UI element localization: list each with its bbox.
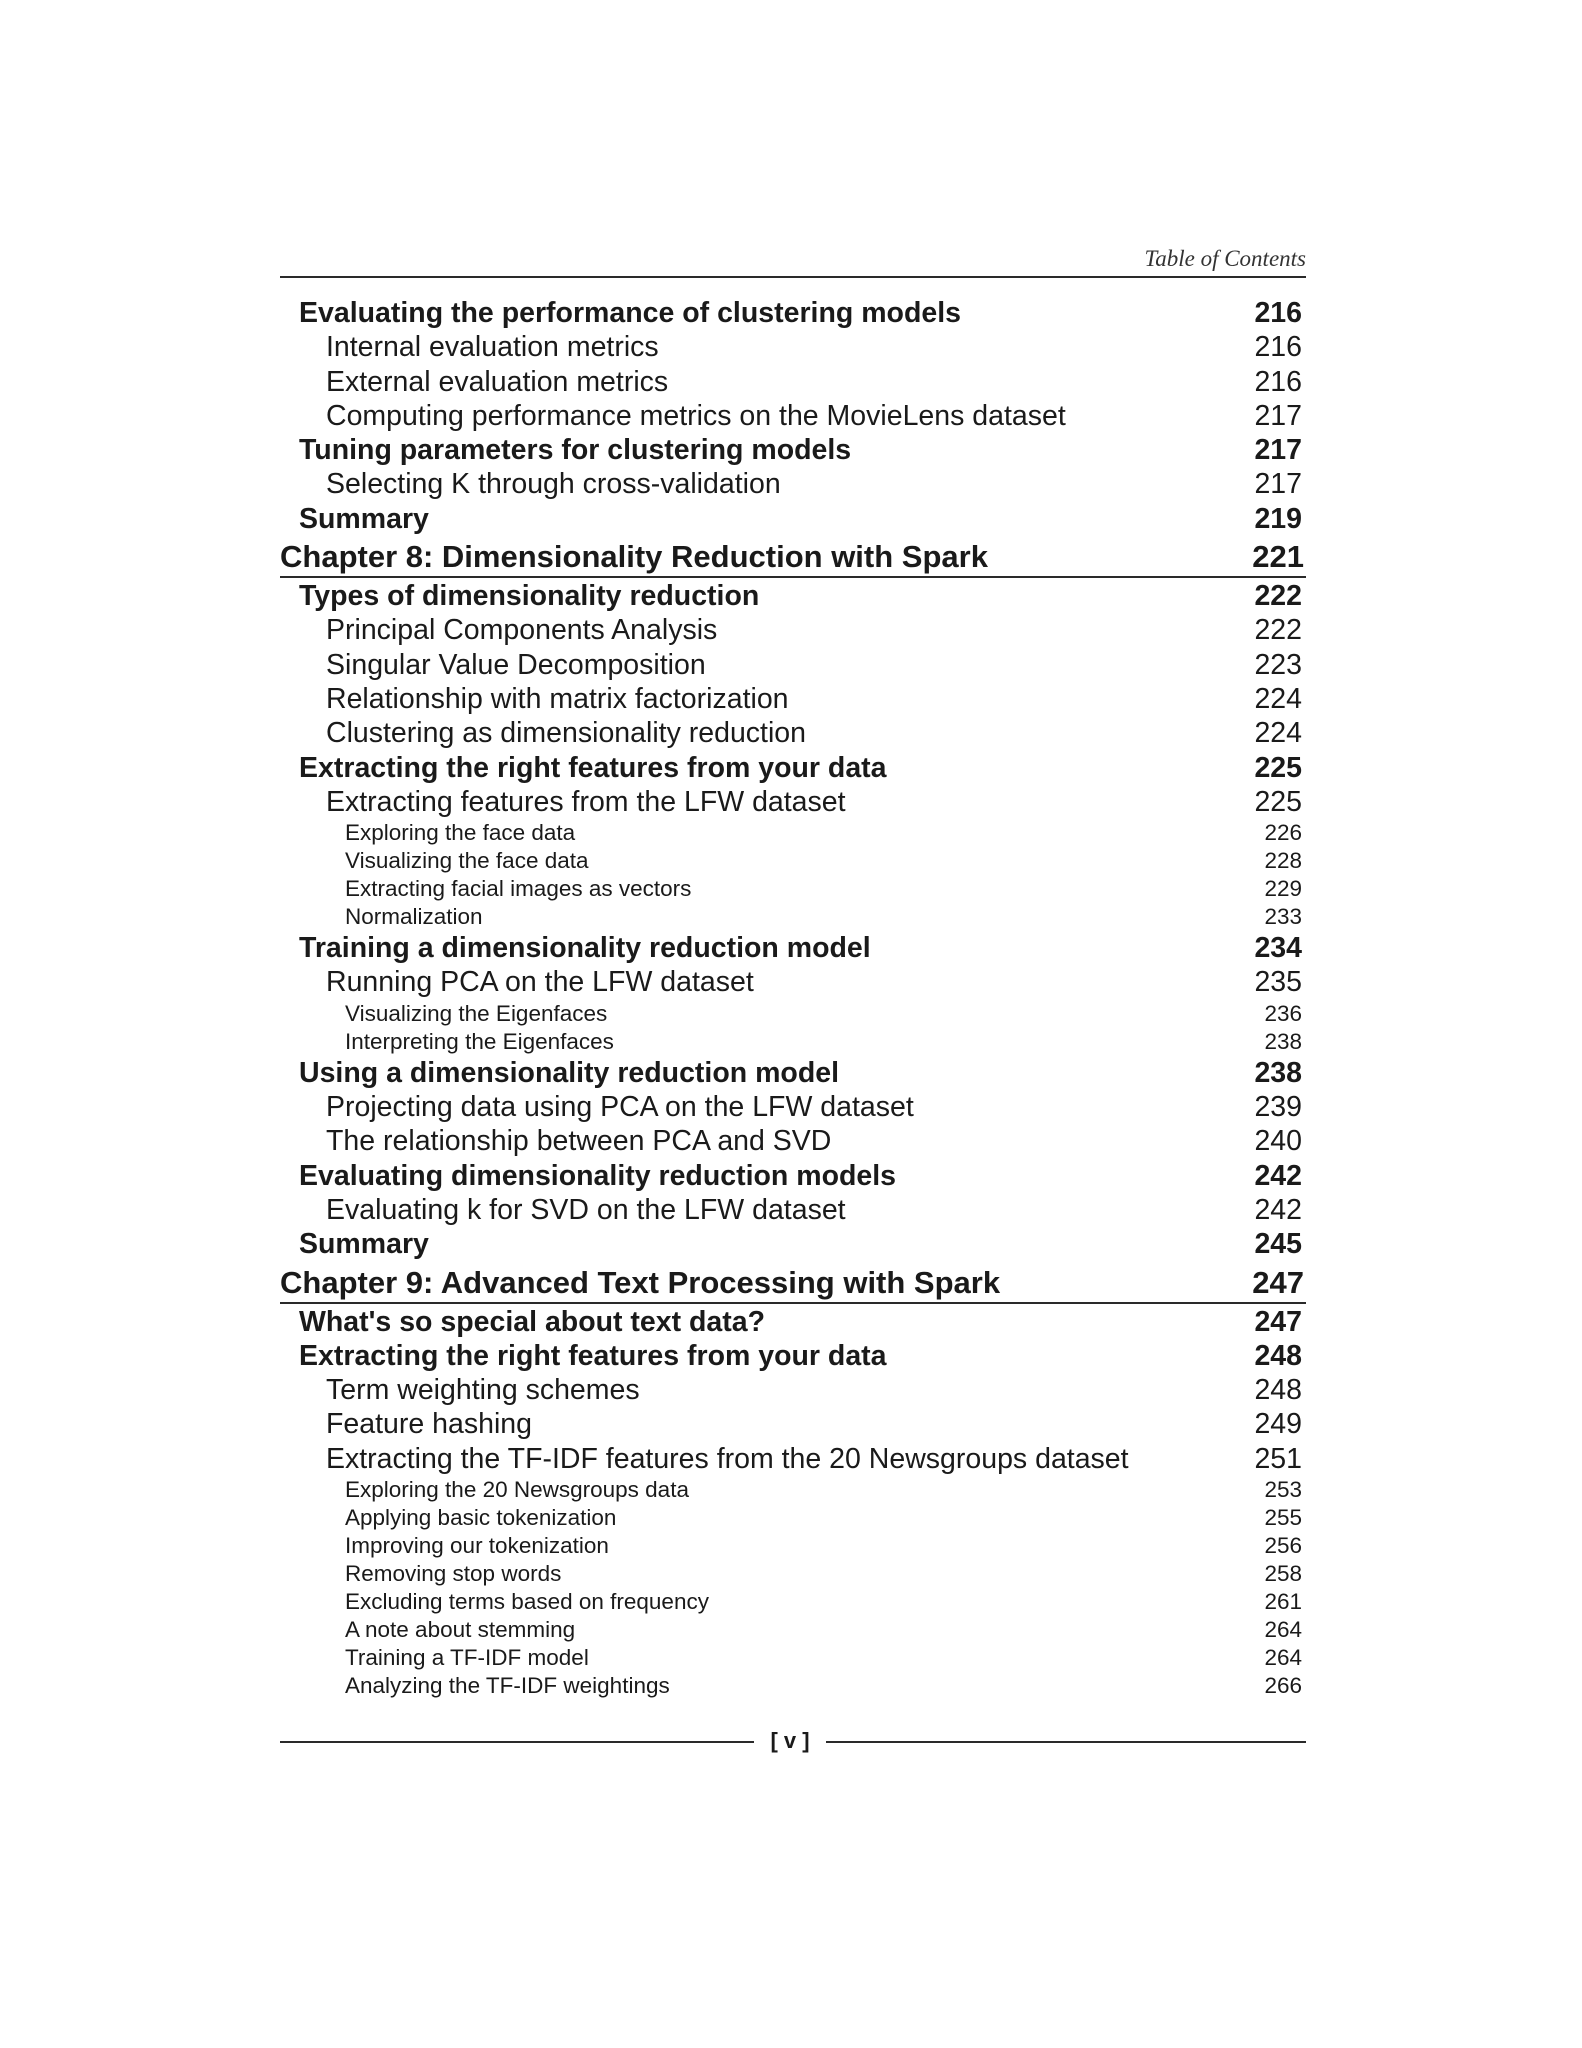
toc-entry-page-number: 216: [1254, 365, 1302, 398]
toc-subsection-entry[interactable]: [280, 467, 1306, 501]
toc-subsection-entry[interactable]: [280, 1407, 1306, 1441]
toc-entry-page-number: 216: [1254, 331, 1302, 364]
toc-entry-title: Evaluating the performance of clustering models: [299, 297, 961, 329]
toc-entry-title: Extracting the TF-IDF features from the 20 Newsgroups dataset: [326, 1442, 1129, 1475]
toc-entry-page-number: 253: [1264, 1477, 1302, 1503]
toc-section-entry[interactable]: [280, 1305, 1306, 1339]
toc-subsubsection-entry[interactable]: [280, 1000, 1306, 1028]
toc-entry-page-number: 217: [1254, 434, 1302, 467]
toc-subsection-entry[interactable]: [280, 1373, 1306, 1407]
toc-entry-page-number: 217: [1254, 399, 1302, 432]
toc-entry-page-number: 226: [1264, 820, 1302, 846]
footer-rule-right: [826, 1741, 1306, 1743]
toc-entry-title: Internal evaluation metrics: [326, 331, 659, 364]
toc-entry-page-number: 223: [1254, 648, 1302, 681]
toc-entry-page-number: 255: [1264, 1505, 1302, 1531]
toc-entry-title: Extracting facial images as vectors: [345, 876, 692, 902]
toc-subsection-entry[interactable]: [280, 648, 1306, 682]
toc-entry-title: Feature hashing: [326, 1408, 532, 1441]
toc-subsection-entry[interactable]: [280, 1124, 1306, 1158]
toc-entry-title: Analyzing the TF-IDF weightings: [345, 1673, 670, 1699]
toc-entry-page-number: 248: [1254, 1374, 1302, 1407]
toc-subsection-entry[interactable]: [280, 330, 1306, 364]
toc-section-entry[interactable]: [280, 579, 1306, 613]
toc-subsection-entry[interactable]: [280, 1090, 1306, 1124]
toc-entry-title: Training a dimensionality reduction model: [299, 932, 871, 965]
toc-entry-page-number: 247: [1252, 1264, 1304, 1300]
toc-entry-page-number: 261: [1264, 1589, 1302, 1615]
toc-entry-title: Visualizing the face data: [345, 848, 589, 874]
toc-entry-title: Removing stop words: [345, 1561, 562, 1587]
toc-entry-title: Visualizing the Eigenfaces: [345, 1000, 608, 1026]
toc-entry-title: Extracting the right features from your data: [299, 751, 887, 784]
toc-entry-title: Summary: [299, 502, 429, 535]
toc-entry-page-number: 238: [1264, 1028, 1302, 1054]
toc-section-entry[interactable]: [280, 433, 1306, 467]
toc-section-entry[interactable]: [280, 1056, 1306, 1090]
toc-entry-title: External evaluation metrics: [326, 365, 669, 398]
running-header-title: Table of Contents: [1144, 246, 1306, 271]
toc-entry-page-number: 245: [1254, 1228, 1302, 1261]
toc-subsection-entry[interactable]: [280, 613, 1306, 647]
toc-entry-page-number: 266: [1264, 1673, 1302, 1699]
toc-entry-page-number: 239: [1254, 1091, 1302, 1124]
toc-subsubsection-entry[interactable]: [280, 903, 1306, 931]
toc-entry-page-number: 236: [1264, 1000, 1302, 1026]
toc-section-entry[interactable]: [280, 1339, 1306, 1373]
toc-section-entry[interactable]: [280, 296, 1306, 330]
toc-entry-title: Using a dimensionality reduction model: [299, 1056, 839, 1089]
toc-entry-title: Interpreting the Eigenfaces: [345, 1028, 614, 1054]
toc-section-entry[interactable]: [280, 751, 1306, 785]
toc-entry-page-number: 225: [1254, 751, 1302, 784]
toc-entry-title: Evaluating k for SVD on the LFW dataset: [326, 1193, 846, 1226]
toc-subsubsection-entry[interactable]: [280, 1672, 1306, 1700]
toc-entry-title: Improving our tokenization: [345, 1533, 609, 1559]
toc-entry-page-number: 264: [1264, 1645, 1302, 1671]
toc-entry-title: Singular Value Decomposition: [326, 648, 706, 681]
toc-subsubsection-entry[interactable]: [280, 1532, 1306, 1560]
toc-entry-page-number: 233: [1264, 904, 1302, 930]
toc-entry-page-number: 228: [1264, 848, 1302, 874]
toc-entry-page-number: 222: [1254, 614, 1302, 647]
toc-entry-title: Excluding terms based on frequency: [345, 1589, 709, 1615]
toc-section-entry[interactable]: [280, 931, 1306, 965]
toc-entry-title: What's so special about text data?: [299, 1305, 766, 1338]
toc-entry-page-number: 229: [1264, 876, 1302, 902]
toc-subsubsection-entry[interactable]: [280, 1588, 1306, 1616]
toc-entry-title: Projecting data using PCA on the LFW dataset: [326, 1091, 914, 1124]
toc-subsubsection-entry[interactable]: [280, 819, 1306, 847]
toc-entry-page-number: 217: [1254, 468, 1302, 501]
toc-subsubsection-entry[interactable]: [280, 847, 1306, 875]
toc-entry-title: Summary: [299, 1228, 429, 1261]
table-of-contents: [280, 296, 1306, 1700]
toc-section-entry[interactable]: [280, 1159, 1306, 1193]
toc-section-entry[interactable]: [280, 1227, 1306, 1261]
toc-entry-page-number: 249: [1254, 1408, 1302, 1441]
page-number: [ v ]: [770, 1728, 810, 1753]
toc-subsubsection-entry[interactable]: [280, 1504, 1306, 1532]
toc-subsection-entry[interactable]: [280, 1442, 1306, 1476]
toc-subsubsection-entry[interactable]: [280, 1616, 1306, 1644]
toc-entry-page-number: 242: [1254, 1193, 1302, 1226]
toc-subsubsection-entry[interactable]: [280, 1560, 1306, 1588]
toc-entry-page-number: 216: [1254, 297, 1302, 329]
toc-subsubsection-entry[interactable]: [280, 1028, 1306, 1056]
toc-subsubsection-entry[interactable]: [280, 1476, 1306, 1504]
toc-subsection-entry[interactable]: [280, 716, 1306, 750]
toc-entry-page-number: 258: [1264, 1561, 1302, 1587]
toc-entry-page-number: 222: [1254, 580, 1302, 613]
toc-entry-page-number: 251: [1254, 1442, 1302, 1475]
footer-rule-left: [280, 1741, 754, 1743]
toc-entry-page-number: 256: [1264, 1533, 1302, 1559]
toc-entry-page-number: 247: [1254, 1305, 1302, 1338]
toc-entry-page-number: 224: [1254, 682, 1302, 715]
toc-entry-title: Chapter 8: Dimensionality Reduction with Spark: [280, 539, 988, 575]
toc-entry-title: Extracting the right features from your data: [299, 1339, 887, 1372]
running-header: [280, 240, 1306, 278]
toc-entry-title: Relationship with matrix factorization: [326, 682, 789, 715]
toc-section-entry[interactable]: [280, 502, 1306, 536]
toc-entry-page-number: 248: [1254, 1339, 1302, 1372]
toc-entry-title: Training a TF-IDF model: [345, 1645, 589, 1671]
toc-subsection-entry[interactable]: [280, 965, 1306, 999]
toc-entry-title: Extracting features from the LFW dataset: [326, 785, 846, 818]
toc-entry-title: A note about stemming: [345, 1617, 576, 1643]
toc-entry-page-number: 235: [1254, 966, 1302, 999]
toc-entry-page-number: 242: [1254, 1159, 1302, 1192]
toc-entry-page-number: 264: [1264, 1617, 1302, 1643]
toc-entry-title: Evaluating dimensionality reduction models: [299, 1159, 897, 1192]
toc-entry-title: Normalization: [345, 904, 483, 930]
toc-subsection-entry[interactable]: [280, 682, 1306, 716]
toc-entry-title: Selecting K through cross-validation: [326, 468, 781, 501]
toc-entry-title: Principal Components Analysis: [326, 614, 718, 647]
toc-subsection-entry[interactable]: [280, 1193, 1306, 1227]
toc-entry-title: Types of dimensionality reduction: [299, 580, 760, 613]
toc-chapter-entry[interactable]: [280, 538, 1306, 578]
toc-entry-title: Exploring the 20 Newsgroups data: [345, 1477, 689, 1503]
toc-subsection-entry[interactable]: [280, 399, 1306, 433]
toc-subsection-entry[interactable]: [280, 785, 1306, 819]
toc-entry-title: Computing performance metrics on the MovieLens dataset: [326, 399, 1066, 432]
toc-entry-page-number: 224: [1254, 717, 1302, 750]
toc-entry-title: Term weighting schemes: [326, 1374, 640, 1407]
page-footer: [280, 1726, 1306, 1756]
toc-subsubsection-entry[interactable]: [280, 875, 1306, 903]
toc-entry-page-number: 240: [1254, 1125, 1302, 1158]
toc-subsubsection-entry[interactable]: [280, 1644, 1306, 1672]
toc-entry-page-number: 225: [1254, 785, 1302, 818]
toc-entry-page-number: 219: [1254, 502, 1302, 535]
toc-entry-page-number: 234: [1254, 932, 1302, 965]
toc-chapter-entry[interactable]: [280, 1264, 1306, 1304]
toc-entry-title: Applying basic tokenization: [345, 1505, 617, 1531]
toc-entry-title: Tuning parameters for clustering models: [299, 434, 852, 467]
toc-entry-title: Chapter 9: Advanced Text Processing with Spark: [280, 1264, 1001, 1300]
toc-entry-page-number: 238: [1254, 1056, 1302, 1089]
toc-entry-title: Exploring the face data: [345, 820, 576, 846]
toc-subsection-entry[interactable]: [280, 365, 1306, 399]
toc-entry-title: Clustering as dimensionality reduction: [326, 717, 806, 750]
toc-entry-title: Running PCA on the LFW dataset: [326, 966, 754, 999]
toc-entry-page-number: 221: [1252, 539, 1304, 575]
toc-entry-title: The relationship between PCA and SVD: [326, 1125, 832, 1158]
